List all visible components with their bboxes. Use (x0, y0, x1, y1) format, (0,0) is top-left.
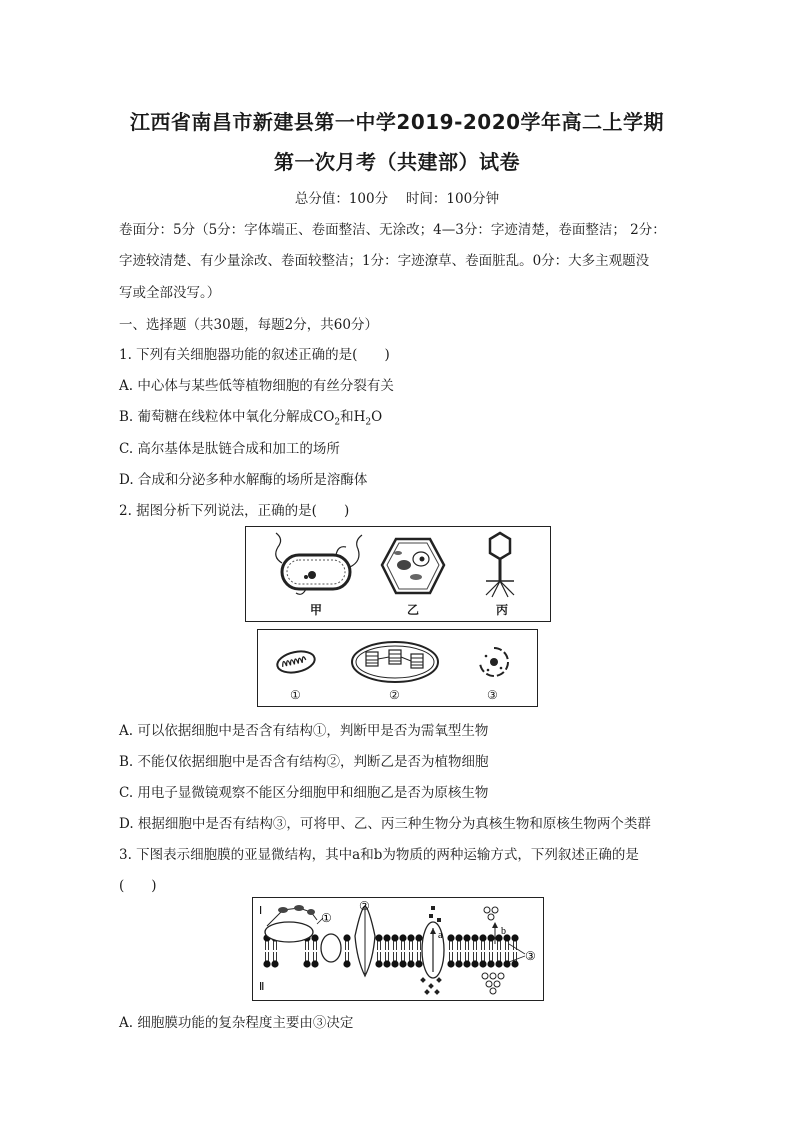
exam-title-line2: 第一次月考（共建部）试卷 (274, 150, 520, 174)
q2-figure-organisms (245, 526, 551, 622)
bacteriophage-icon (486, 533, 514, 597)
label-a: a (438, 930, 443, 941)
label-n3: ③ (525, 949, 536, 963)
q1-option-a: A. 中心体与某些低等植物细胞的有丝分裂有关 (119, 378, 394, 394)
bacterium-icon (276, 533, 362, 594)
label-n2: ② (359, 899, 370, 913)
label-structure-3: ③ (487, 688, 498, 702)
side-label-top: Ⅰ (259, 905, 263, 917)
side-label-bottom: Ⅱ (259, 981, 265, 993)
label-yi: 乙 (407, 603, 420, 617)
exam-meta: 总分值：100分 时间：100分钟 (294, 191, 500, 207)
q1-option-d: D. 合成和分泌多种水解酶的场所是溶酶体 (119, 472, 368, 488)
section-heading: 一、选择题（共30题，每题2分，共60分） (119, 317, 378, 333)
q2-stem: 2. 据图分析下列说法，正确的是( ) (119, 503, 350, 519)
channel-protein-icon (355, 906, 375, 976)
label-jia: 甲 (310, 603, 323, 617)
q3-figure-membrane (252, 897, 544, 1001)
chloroplast-icon (352, 642, 438, 682)
q1-stem: 1. 下列有关细胞器功能的叙述正确的是( ) (119, 347, 390, 363)
q3-stem-line1: 3. 下图表示细胞膜的亚显微结构，其中a和b为物质的两种运输方式，下列叙述正确的是 (119, 847, 639, 863)
instructions-line3: 写或全部没写。） (119, 285, 221, 301)
nucleus-icon (480, 648, 508, 676)
instructions-line1: 卷面分：5分（5分：字体端正、卷面整洁、无涂改；4—3分：字迹清楚，卷面整洁； 2分： (119, 222, 666, 238)
q2-option-b: B. 不能仅依据细胞中是否含有结构②，判断乙是否为植物细胞 (119, 754, 489, 770)
protein-icon (321, 934, 341, 962)
q1-option-b: B. 葡萄糖在线粒体中氧化分解成$CO_2$和$H_2O$ (119, 409, 383, 428)
q1-option-c: C. 高尔基体是肽链合成和加工的场所 (119, 441, 340, 457)
q2-option-a: A. 可以依据细胞中是否含有结构①，判断甲是否为需氧型生物 (119, 723, 489, 739)
q3-option-a: A. 细胞膜功能的复杂程度主要由③决定 (119, 1015, 354, 1031)
solute-circles-icon (482, 907, 504, 994)
q2-option-c: C. 用电子显微镜观察不能区分细胞甲和细胞乙是否为原核生物 (119, 785, 489, 801)
plant-cell-icon (382, 539, 444, 593)
glycoprotein-icon (265, 905, 317, 942)
label-n1: ① (321, 911, 332, 925)
membrane-drawing (253, 898, 543, 1000)
q3-stem-line2: ( ) (119, 878, 157, 894)
label-structure-1: ① (290, 688, 301, 702)
instructions-line2: 字迹较清楚、有少量涂改、卷面较整洁；1分：字迹潦草、卷面脏乱。0分：大多主观题没 (119, 253, 650, 269)
q2-figure-structures (257, 629, 538, 707)
q2-option-d: D. 根据细胞中是否有结构③，可将甲、乙、丙三种生物分为真核生物和原核生物两个类群 (119, 816, 651, 832)
label-b: b (501, 926, 506, 937)
label-structure-2: ② (389, 688, 400, 702)
exam-title-line1: 江西省南昌市新建县第一中学2019-2020学年高二上学期 (129, 110, 665, 134)
label-bing: 丙 (496, 603, 509, 617)
mitochondrion-icon (275, 648, 316, 675)
